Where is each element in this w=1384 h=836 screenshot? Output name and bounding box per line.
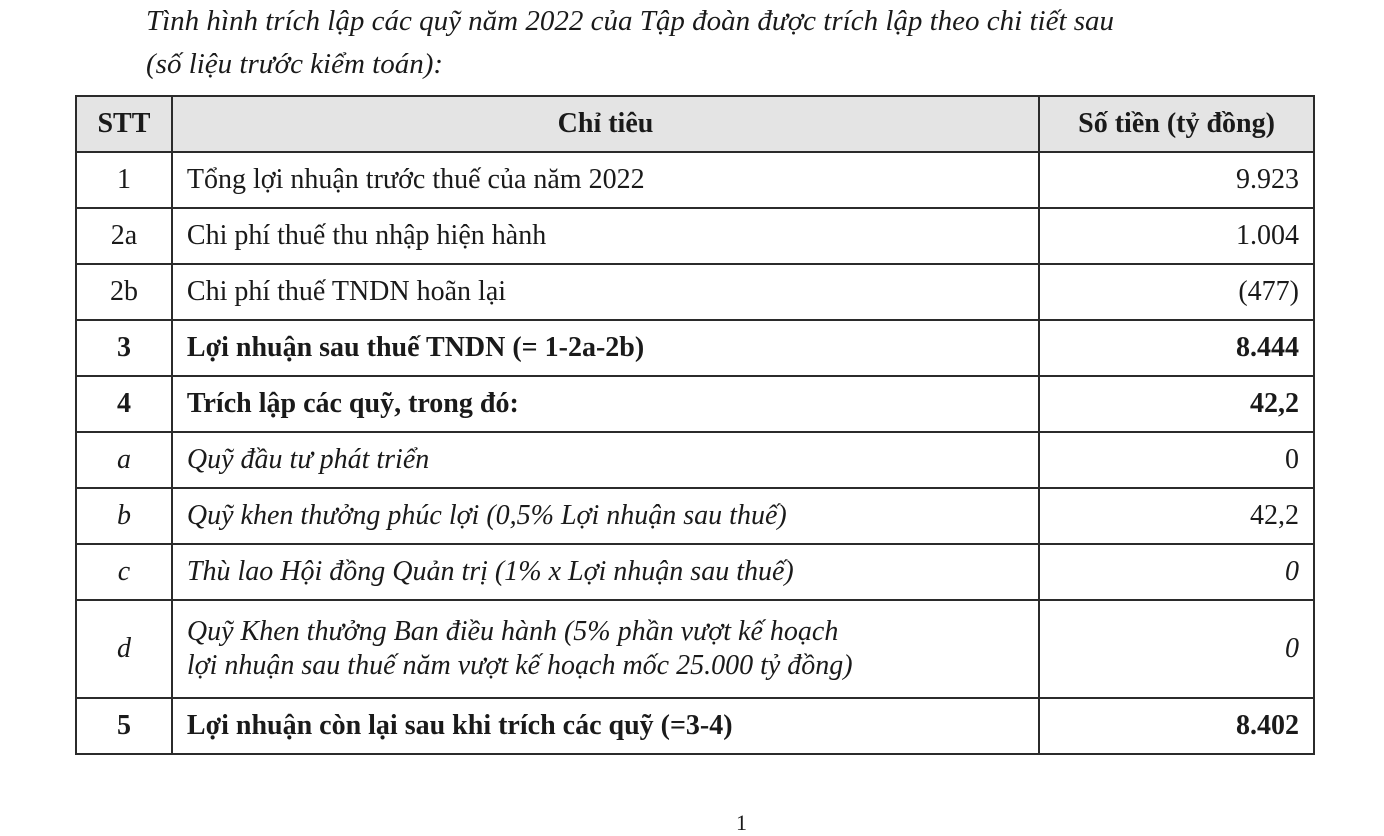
row-amount: 0 [1039, 600, 1314, 698]
row-stt: 1 [76, 152, 172, 208]
header-stt: STT [76, 96, 172, 152]
table-row [76, 544, 1314, 600]
row-stt: 4 [76, 376, 172, 432]
row-stt: d [76, 600, 172, 698]
row-stt: 2b [76, 264, 172, 320]
table-row [76, 432, 1314, 488]
table-row [76, 264, 1314, 320]
row-indicator-line-2: lợi nhuận sau thuế năm vượt kế hoạch mốc 25.000 tỷ đồng) [186, 650, 853, 681]
intro-paragraph [146, 0, 1346, 86]
row-stt: a [76, 432, 172, 488]
row-indicator: Thù lao Hội đồng Quản trị (1% x Lợi nhuận sau thuế) [172, 544, 1039, 600]
row-indicator-line-1: Quỹ Khen thưởng Ban điều hành (5% phần vượt kế hoạch [186, 616, 839, 647]
row-indicator: Quỹ khen thưởng phúc lợi (0,5% Lợi nhuận sau thuế) [172, 488, 1039, 544]
row-amount: 42,2 [1039, 376, 1314, 432]
row-amount: 9.923 [1039, 152, 1314, 208]
table-row [76, 320, 1314, 376]
row-amount: 42,2 [1039, 488, 1314, 544]
table-row [76, 152, 1314, 208]
row-indicator [172, 600, 1039, 698]
table-header-row [76, 96, 1314, 152]
row-amount: 8.402 [1039, 698, 1314, 754]
row-amount: 1.004 [1039, 208, 1314, 264]
table-row [76, 376, 1314, 432]
row-indicator: Quỹ đầu tư phát triển [172, 432, 1039, 488]
intro-line-2: (số liệu trước kiểm toán): [146, 48, 444, 80]
fund-allocation-table [75, 95, 1315, 755]
row-indicator: Lợi nhuận còn lại sau khi trích các quỹ (=3-4) [172, 698, 1039, 754]
header-indicator: Chỉ tiêu [172, 96, 1039, 152]
header-amount: Số tiền (tỷ đồng) [1039, 96, 1314, 152]
row-stt: 2a [76, 208, 172, 264]
row-amount: 8.444 [1039, 320, 1314, 376]
table-row [76, 600, 1314, 698]
row-indicator: Chi phí thuế thu nhập hiện hành [172, 208, 1039, 264]
page-number: 1 [736, 810, 747, 835]
table-row [76, 208, 1314, 264]
row-amount: (477) [1039, 264, 1314, 320]
row-indicator: Chi phí thuế TNDN hoãn lại [172, 264, 1039, 320]
table-row [76, 488, 1314, 544]
row-stt: c [76, 544, 172, 600]
row-indicator: Lợi nhuận sau thuế TNDN (= 1-2a-2b) [172, 320, 1039, 376]
row-indicator: Tổng lợi nhuận trước thuế của năm 2022 [172, 152, 1039, 208]
row-stt: b [76, 488, 172, 544]
row-stt: 3 [76, 320, 172, 376]
intro-line-1: Tình hình trích lập các quỹ năm 2022 của Tập đoàn được trích lập theo chi tiết sau [146, 5, 1115, 37]
table-row [76, 698, 1314, 754]
row-amount: 0 [1039, 544, 1314, 600]
row-amount: 0 [1039, 432, 1314, 488]
row-indicator: Trích lập các quỹ, trong đó: [172, 376, 1039, 432]
row-stt: 5 [76, 698, 172, 754]
